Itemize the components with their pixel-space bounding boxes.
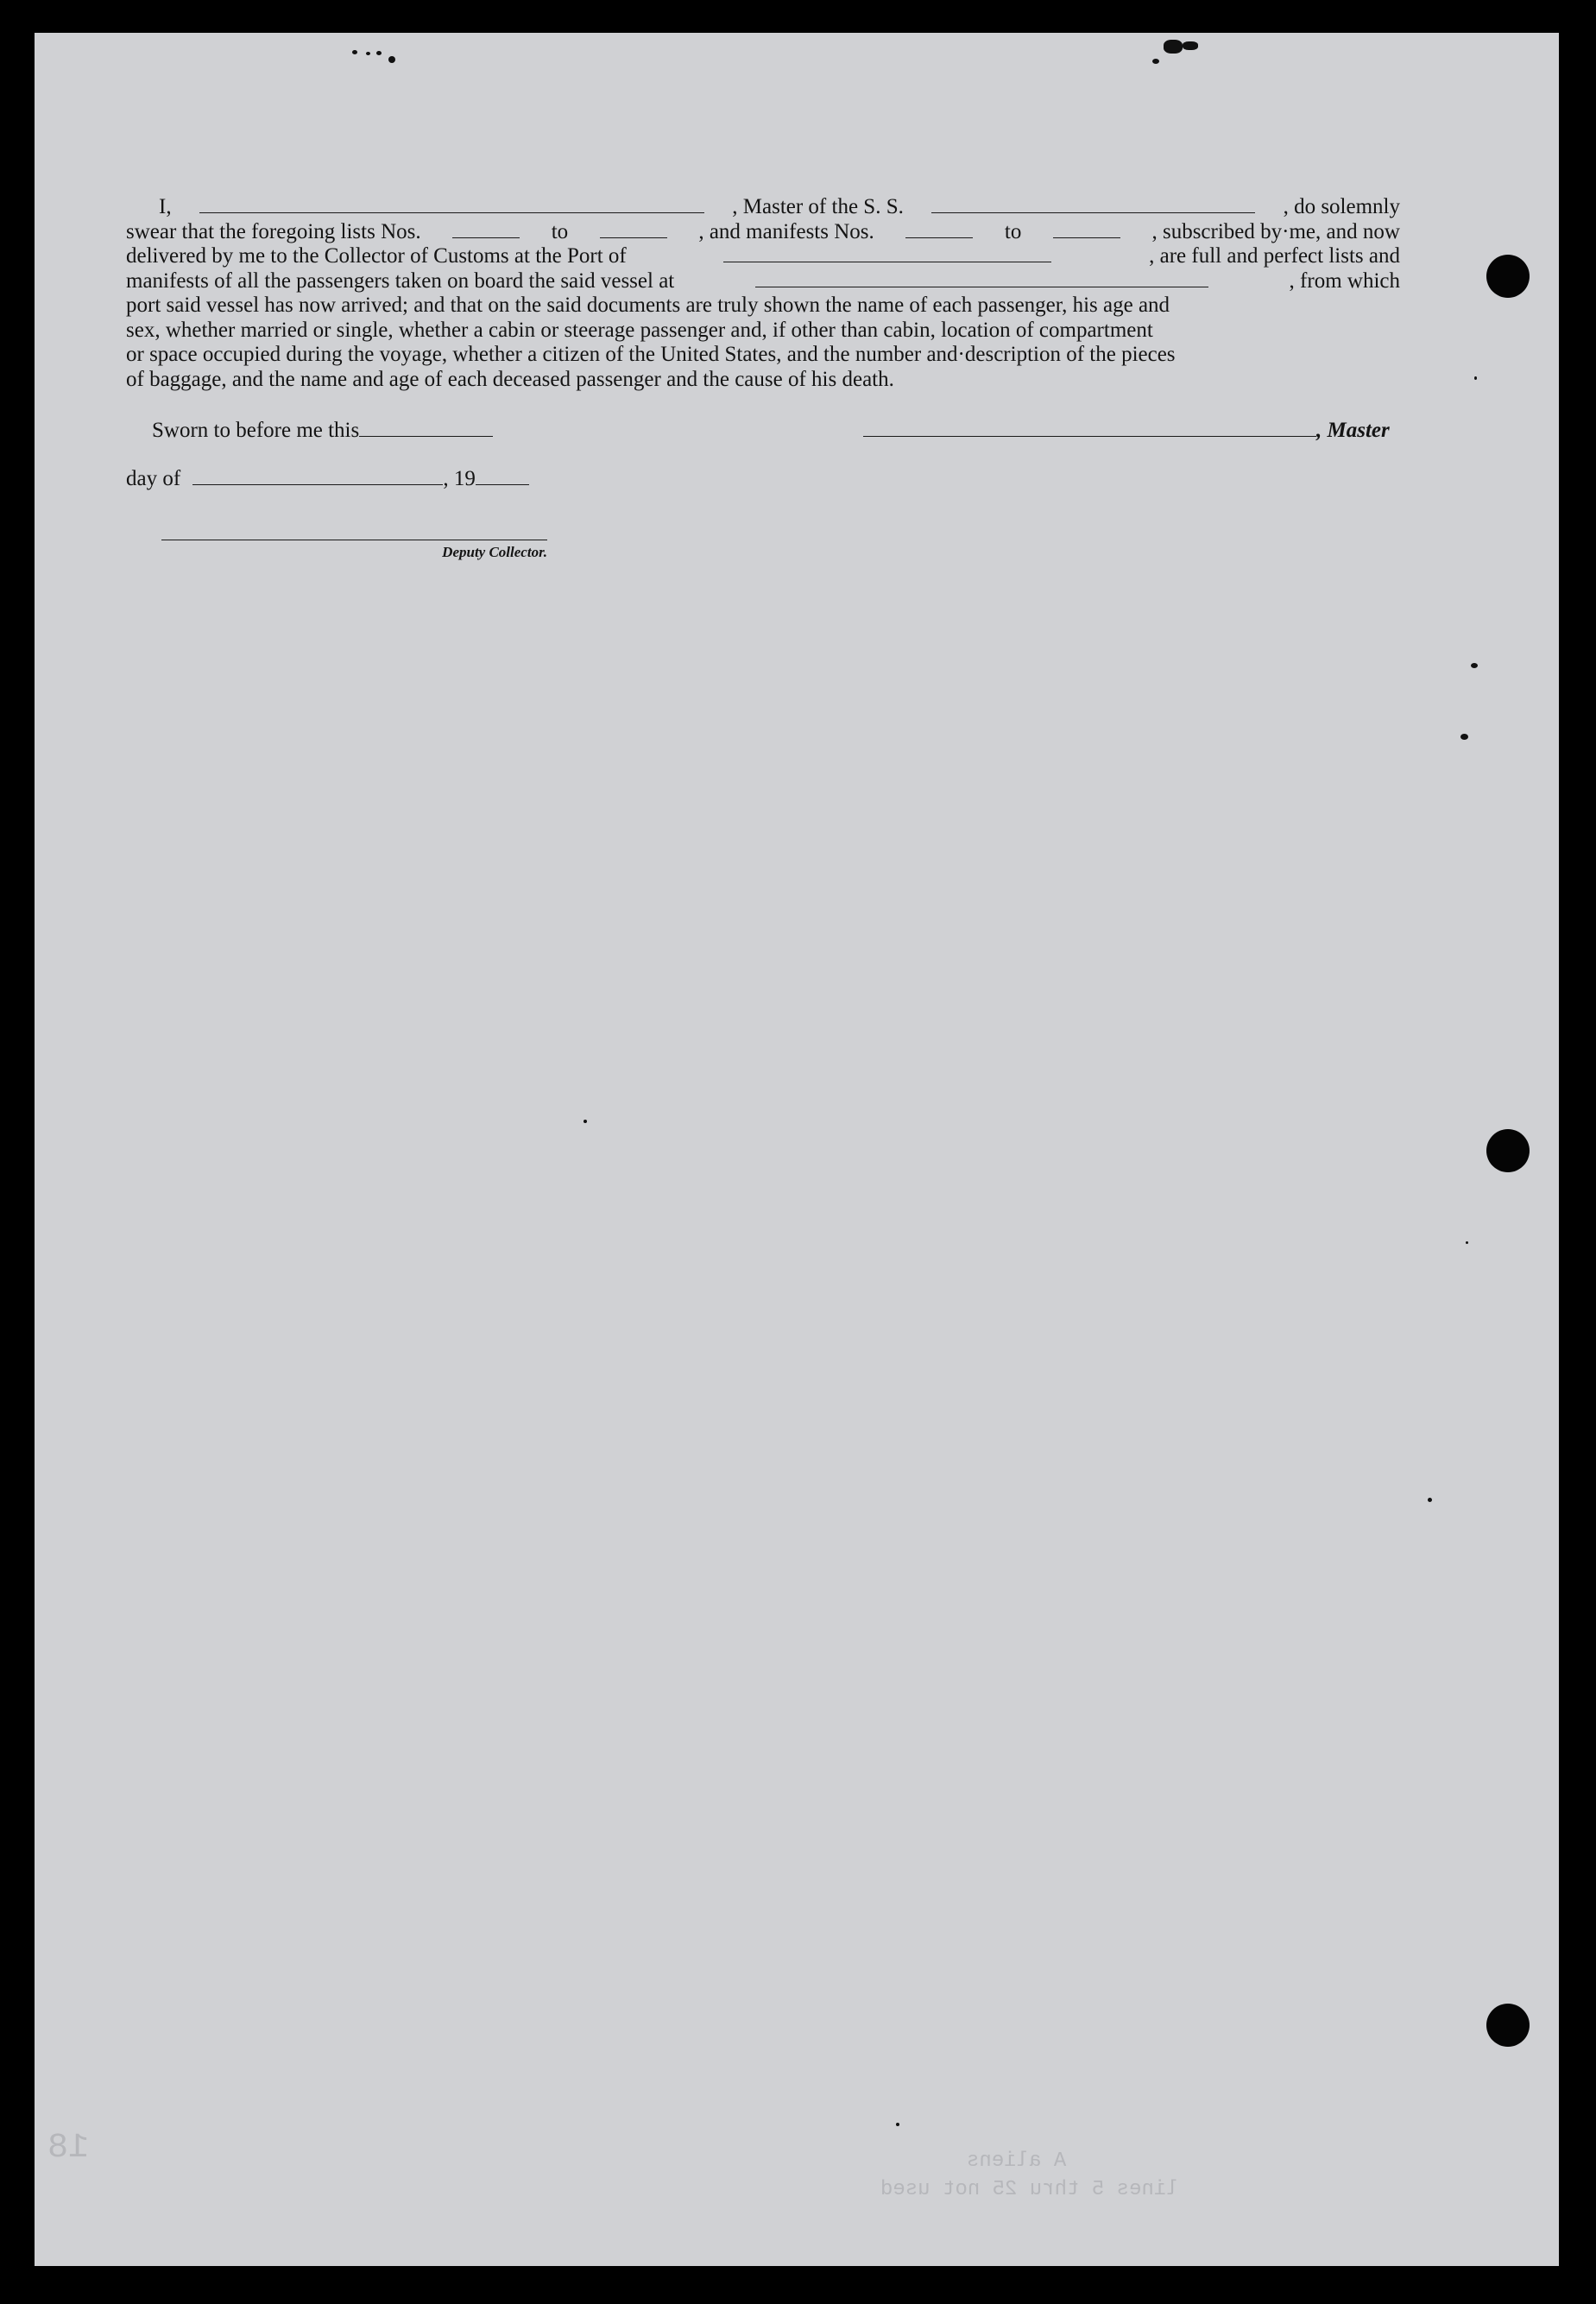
speck xyxy=(366,52,370,55)
oath-text-full-perfect: , are full and perfect lists and xyxy=(1149,244,1400,268)
oath-text-7: or space occupied during the voyage, whether a citizen of the United States, and the number and·description of the pieces xyxy=(126,343,1176,366)
oath-text-8: of baggage, and the name and age of each deceased passenger and the cause of his death. xyxy=(126,367,894,391)
speck xyxy=(376,51,382,55)
oath-text-master-of: , Master of the S. S. xyxy=(732,195,904,218)
bleed-through-text-b: lines 5 thru 25 not used xyxy=(880,2178,1179,2201)
oath-line-3 xyxy=(126,244,1400,269)
oath-line-2 xyxy=(126,220,1400,245)
speck xyxy=(352,50,357,54)
bleed-through-line-a xyxy=(967,2149,1066,2173)
master-label: , Master xyxy=(1316,419,1390,442)
oath-text-6: sex, whether married or single, whether a cabin or steerage passenger and, if other than cabin, location of compartment xyxy=(126,318,1153,342)
day-of-text: day of xyxy=(126,467,181,490)
ink-blot xyxy=(1164,40,1183,54)
oath-text-to-2: to xyxy=(1004,219,1022,243)
master-name-blank xyxy=(199,195,704,213)
manifest-page xyxy=(35,33,1559,2266)
manifests-to-blank xyxy=(1053,220,1120,238)
oath-text-i: I, xyxy=(159,195,172,218)
port-blank xyxy=(723,244,1051,262)
year-prefix: , 19 xyxy=(443,467,476,490)
punch-hole-top xyxy=(1486,255,1530,298)
speck xyxy=(1466,1241,1468,1244)
departure-port-blank xyxy=(755,269,1208,287)
month-blank xyxy=(192,467,443,485)
oath-line-6 xyxy=(126,319,1400,344)
oath-text-vessel-at: manifests of all the passengers taken on board the said vessel at xyxy=(126,268,675,293)
oath-text-subscribed: , subscribed by·me, and now xyxy=(1151,219,1400,243)
master-signature-blank xyxy=(863,419,1316,437)
sworn-line xyxy=(152,419,493,443)
speck xyxy=(1152,59,1159,64)
speck xyxy=(896,2123,899,2126)
oath-line-7 xyxy=(126,343,1400,368)
speck xyxy=(1474,376,1477,380)
punch-hole-middle xyxy=(1486,1129,1530,1172)
oath-line-5 xyxy=(126,294,1400,319)
oath-line-1 xyxy=(126,195,1400,220)
sworn-text: Sworn to before me this xyxy=(152,419,360,442)
speck xyxy=(388,56,395,63)
year-blank xyxy=(476,467,529,485)
oath-line-4 xyxy=(126,269,1400,294)
speck xyxy=(1471,663,1478,668)
lists-to-blank xyxy=(600,220,667,238)
oath-text-5: port said vessel has now arrived; and that on the said documents are truly shown the name of each passenger, his age and xyxy=(126,294,1170,317)
master-signature-line xyxy=(863,419,1390,443)
punch-hole-bottom xyxy=(1486,2004,1530,2047)
day-of-line xyxy=(126,467,529,491)
bleed-through-text-a: A aliens xyxy=(967,2149,1067,2173)
speck xyxy=(1460,734,1468,740)
ink-blot xyxy=(1183,41,1198,50)
oath-text-port-of: delivered by me to the Collector of Customs at the Port of xyxy=(126,244,627,268)
oath-text-do-solemnly: , do solemnly xyxy=(1283,195,1400,218)
speck xyxy=(584,1120,587,1123)
oath-text-to-1: to xyxy=(551,219,569,243)
lists-from-blank xyxy=(452,220,520,238)
oath-text-from-which: , from which xyxy=(1289,268,1400,293)
oath-text-lists: swear that the foregoing lists Nos. xyxy=(126,219,421,243)
bleed-through-page-number xyxy=(47,2129,89,2168)
deputy-collector-label: Deputy Collector. xyxy=(442,544,547,560)
vessel-name-blank xyxy=(931,195,1255,213)
bleed-through-line-b xyxy=(880,2178,1179,2201)
bleed-through-page-number-text: 18 xyxy=(47,2129,90,2168)
manifests-from-blank xyxy=(905,220,973,238)
oath-text-manifests: , and manifests Nos. xyxy=(698,219,874,243)
speck xyxy=(1428,1498,1432,1502)
master-oath-paragraph xyxy=(126,195,1400,392)
sworn-day-blank xyxy=(359,419,493,437)
oath-line-8 xyxy=(126,368,1400,393)
